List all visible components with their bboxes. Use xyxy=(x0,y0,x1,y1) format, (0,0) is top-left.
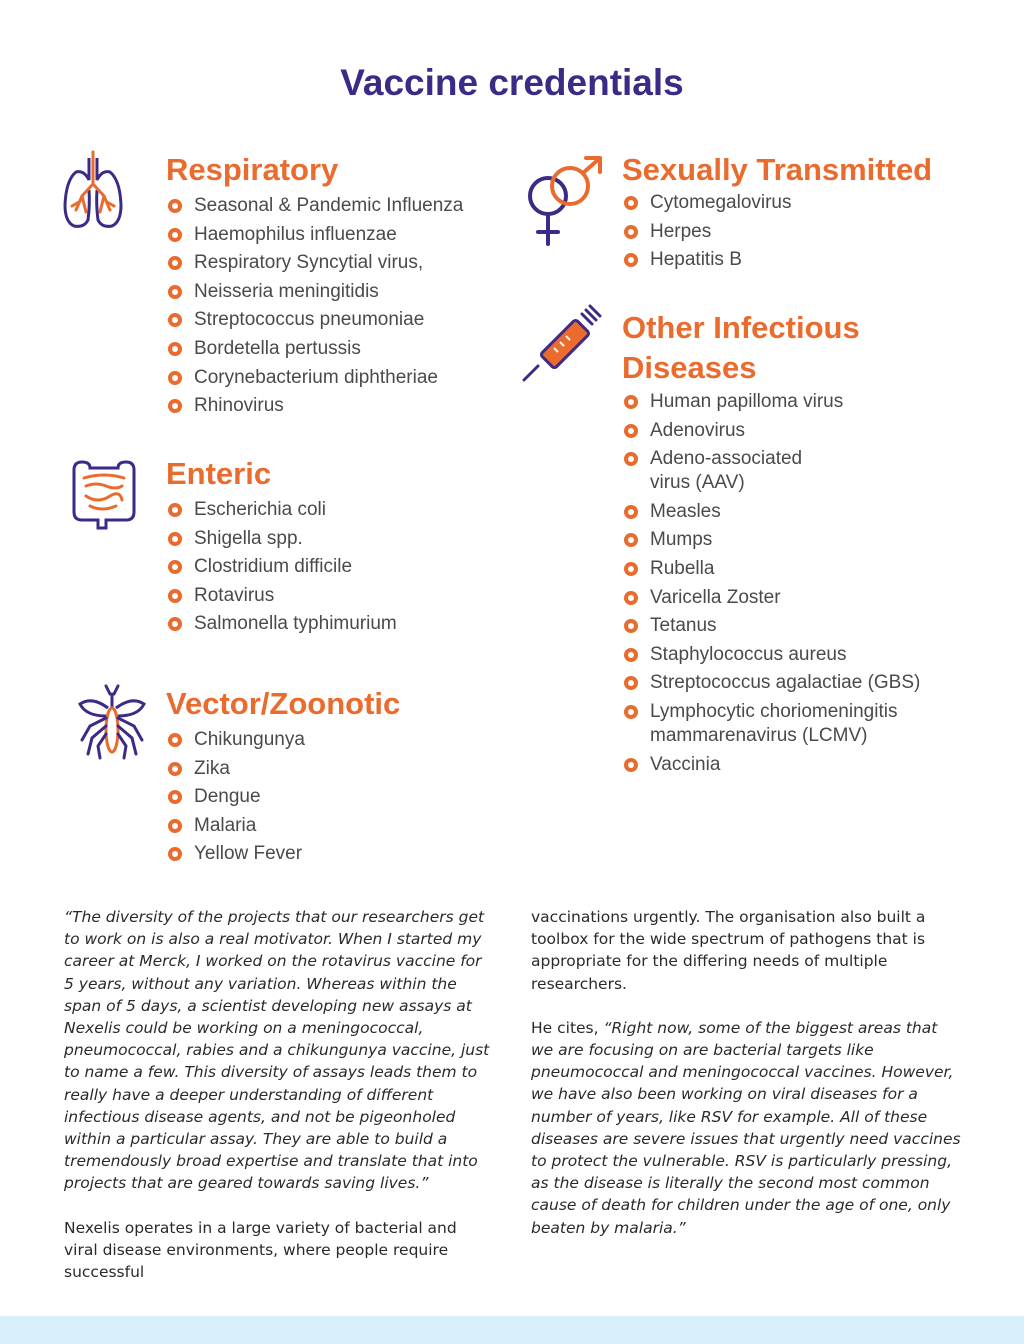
sexual-section xyxy=(622,150,1002,277)
bullet-icon xyxy=(168,228,182,242)
nexelis-paragraph: Nexelis operates in a large variety of bacterial and viral disease environments, where people require successful xyxy=(64,1218,457,1282)
bullet-icon xyxy=(168,762,182,776)
section-heading: Sexually Transmitted xyxy=(622,152,933,187)
bullet-icon xyxy=(624,619,638,633)
list-item: Mumps xyxy=(622,528,1002,552)
list-item: Adeno-associated virus (AAV) xyxy=(622,447,1002,495)
list-item: Hepatitis B xyxy=(622,248,1002,272)
page-title: Vaccine credentials xyxy=(340,62,684,103)
bullet-icon xyxy=(168,532,182,546)
bullet-icon xyxy=(168,589,182,603)
toolbox-paragraph: vaccinations urgently. The organisation also built a toolbox for the wide spectrum of pathogens that is appropriate for the differing needs of multiple researchers. xyxy=(531,908,926,993)
merck-quote: “The diversity of the projects that our researchers get to work on is also a real motivator. When I started my career at Merck, I worked on the rotavirus vaccine for 5 years, without any variation. Whereas within the span of 5 days, a scientist developing new assays at Nexelis could be working on a meningococcal, pneumococcal, rabies and a chikungunya vaccine, just to name a few. This diversity of assays leads them to really have a deeper understanding of different infectious disease agents, and not be pigeonholed within a particular assay. They are able to build a tremendously broad expertise and translate that into projects that are geared towards saving lives.” xyxy=(64,908,490,1193)
bullet-icon xyxy=(624,533,638,547)
list-item: Rubella xyxy=(622,557,1002,581)
bullet-icon xyxy=(168,733,182,747)
bullet-icon xyxy=(624,676,638,690)
section-heading: Vector/Zoonotic xyxy=(166,686,401,721)
bullet-icon xyxy=(168,560,182,574)
bullet-icon xyxy=(168,847,182,861)
list-item: Tetanus xyxy=(622,614,1002,638)
list-item: Bordetella pertussis xyxy=(166,337,506,361)
bottom-band xyxy=(0,1316,1024,1344)
section-heading: Other Infectious xyxy=(622,310,860,345)
section-heading: Respiratory xyxy=(166,152,339,187)
list-item: Respiratory Syncytial virus, xyxy=(166,251,506,275)
bullet-icon xyxy=(624,225,638,239)
bullet-icon xyxy=(624,562,638,576)
list-item: Yellow Fever xyxy=(166,842,506,866)
bullet-icon xyxy=(168,819,182,833)
list-item: Rhinovirus xyxy=(166,394,506,418)
list-item: Herpes xyxy=(622,220,1002,244)
intestine-icon xyxy=(72,456,136,532)
bullet-icon xyxy=(624,452,638,466)
bullet-icon xyxy=(624,395,638,409)
bullet-icon xyxy=(168,399,182,413)
bullet-icon xyxy=(624,758,638,772)
list-item: Dengue xyxy=(166,785,506,809)
bullet-icon xyxy=(168,371,182,385)
bullet-icon xyxy=(624,591,638,605)
left-column xyxy=(64,906,494,1305)
bullet-icon xyxy=(624,424,638,438)
other-section xyxy=(622,308,1002,781)
list-item: Neisseria meningitidis xyxy=(166,280,506,304)
bullet-icon xyxy=(624,648,638,662)
list-item: Haemophilus influenzae xyxy=(166,223,506,247)
bullet-icon xyxy=(168,313,182,327)
respiratory-section xyxy=(166,150,506,423)
bullet-icon xyxy=(624,705,638,719)
list-item: Lymphocytic choriomeningitis mammarenavirus (LCMV) xyxy=(622,700,1002,748)
cites-paragraph xyxy=(531,1017,961,1239)
list-item: Escherichia coli xyxy=(166,498,506,522)
list-item: Corynebacterium diphtheriae xyxy=(166,366,506,390)
list-item: Human papilloma virus xyxy=(622,390,1002,414)
section-heading: Enteric xyxy=(166,456,272,491)
list-item: Varicella Zoster xyxy=(622,586,1002,610)
list-item: Seasonal & Pandemic Influenza xyxy=(166,194,506,218)
mosquito-icon xyxy=(72,680,152,760)
bullet-icon xyxy=(624,253,638,267)
bullet-icon xyxy=(168,199,182,213)
list-item: Streptococcus agalactiae (GBS) xyxy=(622,671,1002,695)
list-item: Measles xyxy=(622,500,1002,524)
vector-section xyxy=(166,684,506,871)
syringe-icon xyxy=(520,300,606,384)
enteric-section xyxy=(166,454,506,641)
list-item: Rotavirus xyxy=(166,584,506,608)
bullet-icon xyxy=(168,256,182,270)
list-item: Shigella spp. xyxy=(166,527,506,551)
list-item: Staphylococcus aureus xyxy=(622,643,1002,667)
list-item: Malaria xyxy=(166,814,506,838)
gender-symbols-icon xyxy=(520,156,606,248)
cites-lead: He cites, xyxy=(531,1018,604,1037)
list-item: Chikungunya xyxy=(166,728,506,752)
bullet-icon xyxy=(624,196,638,210)
rsv-quote: “Right now, some of the biggest areas that we are focusing on are bacterial targets like pneumococcal and meningococcal vaccines. However, we have also been working on viral diseases for a number of years, like RSV for example. All of these diseases are severe issues that urgently need vaccines to protect the vulnerable. RSV is particularly pressing, as the disease is literally the second most common cause of death for children under the age of one, only beaten by malaria.” xyxy=(531,1018,961,1237)
list-item: Vaccinia xyxy=(622,753,1002,777)
bullet-icon xyxy=(168,285,182,299)
bullet-icon xyxy=(624,505,638,519)
list-item: Salmonella typhimurium xyxy=(166,612,506,636)
section-heading-line2: Diseases xyxy=(622,350,757,385)
right-column xyxy=(531,906,961,1261)
list-item: Adenovirus xyxy=(622,419,1002,443)
bullet-icon xyxy=(168,617,182,631)
bullet-icon xyxy=(168,342,182,356)
list-item: Clostridium difficile xyxy=(166,555,506,579)
list-item: Zika xyxy=(166,757,506,781)
bullet-icon xyxy=(168,503,182,517)
list-item: Cytomegalovirus xyxy=(622,191,1002,215)
lungs-icon xyxy=(62,150,124,232)
bullet-icon xyxy=(168,790,182,804)
list-item: Streptococcus pneumoniae xyxy=(166,308,506,332)
